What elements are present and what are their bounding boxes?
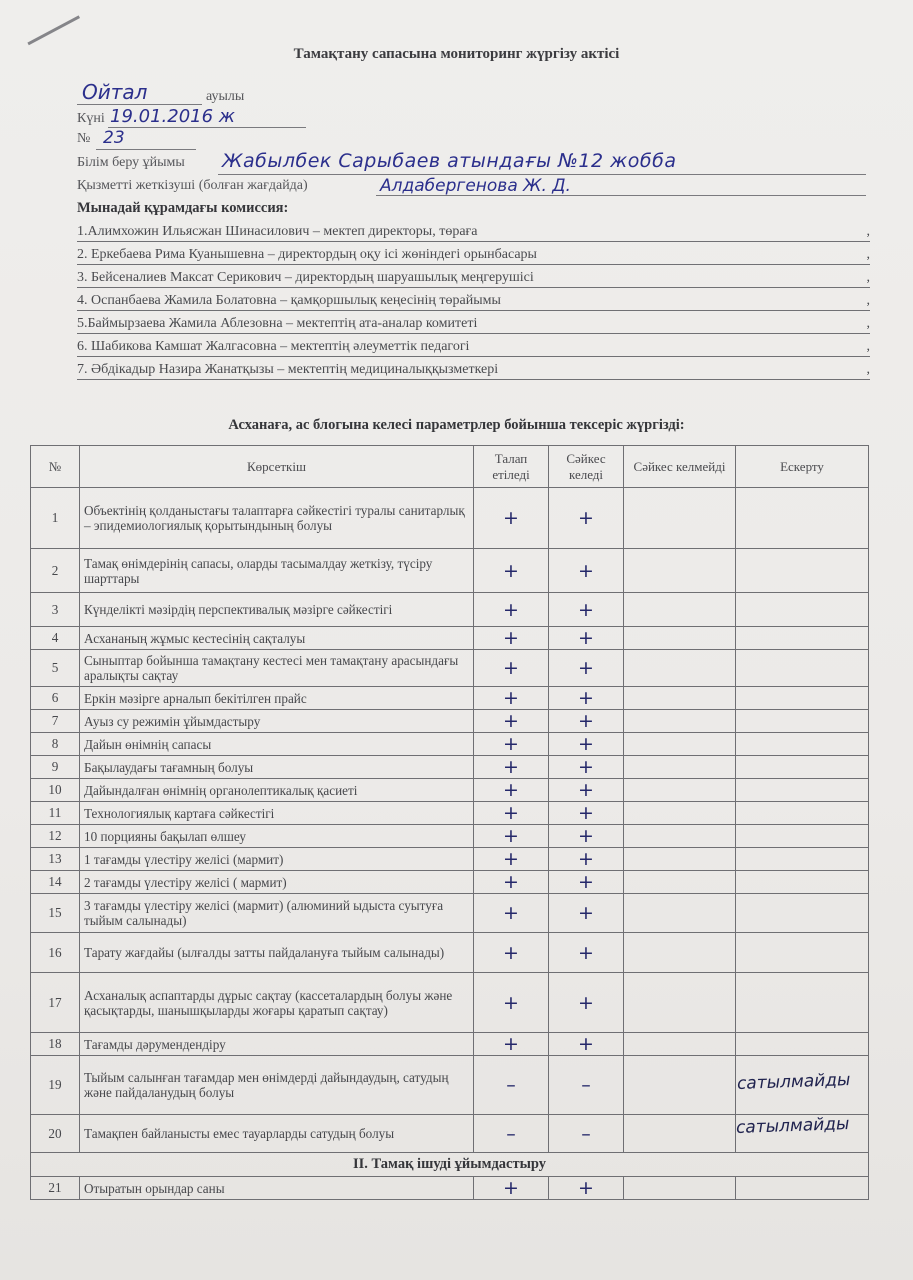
member-text: 4. Оспанбаева Жамила Болатовна – қамқоршылық кеңесінің төрайымы [77, 293, 501, 308]
required-mark: + [474, 1177, 549, 1200]
compliant-mark: + [549, 627, 624, 650]
row-indicator: Тыйым салынған тағамдар мен өнімдерді дайындаудың, сатудың және пайдаланудың болуы [80, 1056, 474, 1115]
required-mark: – [474, 1115, 549, 1153]
note-cell [736, 627, 869, 650]
compliant-mark: + [549, 733, 624, 756]
table-row [31, 733, 869, 756]
row-indicator: Ауыз су режимін ұйымдастыру [80, 710, 474, 733]
row-indicator: Тарату жағдайы (ылғалды затты пайдалануға тыйым салынады) [80, 933, 474, 973]
compliant-mark: + [549, 779, 624, 802]
note-cell [736, 488, 869, 549]
header-note: Ескерту [736, 446, 869, 488]
noncompliant-cell [624, 871, 736, 894]
commission-member [77, 245, 870, 265]
note-cell [736, 1033, 869, 1056]
commission-member [77, 360, 870, 380]
row-indicator: Сыныптар бойынша тамақтану кестесі мен тамақтану арасындағы аралықты сақтау [80, 650, 474, 687]
noncompliant-cell [624, 710, 736, 733]
noncompliant-cell [624, 973, 736, 1033]
row-number: 20 [31, 1115, 80, 1153]
member-comma: , [866, 293, 870, 308]
row-number: 7 [31, 710, 80, 733]
compliant-mark: + [549, 894, 624, 933]
row-indicator: Еркін мәзірге арналып бекітілген прайс [80, 687, 474, 710]
member-text: 1.Алимхожин Ильясжан Шинасилович – мектеп директоры, төраға [77, 224, 478, 239]
note-row-19: сатылмайды [736, 1070, 851, 1094]
note-cell [736, 848, 869, 871]
header-indicator: Көрсеткіш [80, 446, 474, 488]
noncompliant-cell [624, 848, 736, 871]
table-row [31, 973, 869, 1033]
compliant-mark: + [549, 802, 624, 825]
member-text: 7. Әбдікадыр Назира Жанатқызы – мектептің медициналыққызметкері [77, 362, 499, 377]
required-mark: + [474, 871, 549, 894]
required-mark: + [474, 802, 549, 825]
row-indicator: Объектінің қолданыстағы талаптарға сәйкестігі туралы санитарлық – эпидемиологиялық қорытындының болуы [80, 488, 474, 549]
noncompliant-cell [624, 488, 736, 549]
noncompliant-cell [624, 1056, 736, 1115]
row-number: 15 [31, 894, 80, 933]
required-mark: + [474, 650, 549, 687]
document-title: Тамақтану сапасына мониторинг жүргізу актісі [293, 46, 620, 62]
noncompliant-cell [624, 1033, 736, 1056]
row-number: 10 [31, 779, 80, 802]
required-mark: + [474, 779, 549, 802]
row-indicator: Тағамды дәрумендендіру [80, 1033, 474, 1056]
header-compliant: Сәйкес келеді [549, 446, 624, 488]
note-cell [736, 593, 869, 627]
required-mark: + [474, 933, 549, 973]
required-mark: + [474, 1033, 549, 1056]
row-number: 8 [31, 733, 80, 756]
table-row [31, 871, 869, 894]
table-header-row [31, 446, 869, 488]
row-indicator: 1 тағамды үлестіру желісі (мармит) [80, 848, 474, 871]
table-row [31, 549, 869, 593]
compliant-mark: + [549, 933, 624, 973]
row-indicator: 2 тағамды үлестіру желісі ( мармит) [80, 871, 474, 894]
noncompliant-cell [624, 733, 736, 756]
noncompliant-cell [624, 1115, 736, 1153]
commission-member [77, 291, 870, 311]
member-comma: , [866, 247, 870, 262]
noncompliant-cell [624, 933, 736, 973]
table-row [31, 710, 869, 733]
compliant-mark: – [549, 1115, 624, 1153]
note-cell [736, 825, 869, 848]
required-mark: + [474, 825, 549, 848]
row-indicator: Күнделікті мәзірдің перспективалық мәзірге сәйкестігі [80, 593, 474, 627]
table-row [31, 593, 869, 627]
note-cell [736, 779, 869, 802]
school-underline [218, 174, 866, 175]
note-cell [736, 973, 869, 1033]
row-number: 16 [31, 933, 80, 973]
noncompliant-cell [624, 549, 736, 593]
header-noncompliant: Сәйкес келмейді [624, 446, 736, 488]
noncompliant-cell [624, 894, 736, 933]
number-handwritten: 23 [103, 128, 125, 148]
compliant-mark: + [549, 1177, 624, 1200]
row-number: 5 [31, 650, 80, 687]
compliant-mark: + [549, 756, 624, 779]
row-indicator: Тамақ өнімдерінің сапасы, оларды тасымалдау жеткізу, түсіру шарттары [80, 549, 474, 593]
note-row-20: сатылмайды [735, 1114, 850, 1138]
row-indicator: Дайындалған өнімнің органолептикалық қасиеті [80, 779, 474, 802]
noncompliant-cell [624, 756, 736, 779]
member-text: 2. Еркебаева Рима Куанышевна – директордың оқу ісі жөніндегі орынбасары [77, 247, 537, 262]
note-cell [736, 687, 869, 710]
compliant-mark: + [549, 871, 624, 894]
row-number: 6 [31, 687, 80, 710]
provider-handwritten: Алдабергенова Ж. Д. [380, 176, 571, 196]
row-indicator: 10 порцияны бақылап өлшеу [80, 825, 474, 848]
compliant-mark: + [549, 848, 624, 871]
note-cell [736, 756, 869, 779]
member-text: 5.Баймырзаева Жамила Аблезовна – мектептің ата-аналар комитеті [77, 316, 478, 331]
row-indicator: Асхананың жұмыс кестесінің сақталуы [80, 627, 474, 650]
table-row [31, 779, 869, 802]
table-row [31, 1033, 869, 1056]
table-row [31, 488, 869, 549]
row-number: 13 [31, 848, 80, 871]
member-comma: , [866, 224, 870, 239]
compliant-mark: + [549, 488, 624, 549]
member-comma: , [866, 362, 870, 377]
header-number: № [31, 446, 80, 488]
row-indicator: Дайын өнімнің сапасы [80, 733, 474, 756]
table-row [31, 687, 869, 710]
note-cell [736, 933, 869, 973]
table-row [31, 848, 869, 871]
compliant-mark: – [549, 1056, 624, 1115]
row-indicator: 3 тағамды үлестіру желісі (мармит) (алюминий ыдыста суытуға тыйым салынады) [80, 894, 474, 933]
date-handwritten: 19.01.2016 ж [110, 106, 235, 127]
note-cell [736, 894, 869, 933]
required-mark: + [474, 627, 549, 650]
number-underline [96, 149, 196, 150]
note-cell [736, 1177, 869, 1200]
date-label: Күні [77, 111, 105, 126]
note-cell [736, 733, 869, 756]
row-indicator: Бақылаудағы тағамның болуы [80, 756, 474, 779]
note-cell [736, 802, 869, 825]
note-cell [736, 871, 869, 894]
noncompliant-cell [624, 825, 736, 848]
row-number: 21 [31, 1177, 80, 1200]
row-number: 3 [31, 593, 80, 627]
compliant-mark: + [549, 549, 624, 593]
table-row [31, 627, 869, 650]
required-mark: + [474, 733, 549, 756]
row-number: 9 [31, 756, 80, 779]
required-mark: – [474, 1056, 549, 1115]
member-comma: , [866, 270, 870, 285]
noncompliant-cell [624, 687, 736, 710]
row-indicator: Тамақпен байланысты емес тауарларды сатудың болуы [80, 1115, 474, 1153]
section-row [31, 1153, 869, 1177]
compliant-mark: + [549, 710, 624, 733]
row-number: 11 [31, 802, 80, 825]
required-mark: + [474, 488, 549, 549]
table-row [31, 933, 869, 973]
row-number: 12 [31, 825, 80, 848]
required-mark: + [474, 710, 549, 733]
row-number: 1 [31, 488, 80, 549]
row-indicator: Отыратын орындар саны [80, 1177, 474, 1200]
school-handwritten: Жабылбек Сарыбаев атындағы №12 жобба [222, 150, 677, 172]
noncompliant-cell [624, 627, 736, 650]
noncompliant-cell [624, 1177, 736, 1200]
commission-member [77, 222, 870, 242]
note-cell [736, 650, 869, 687]
row-number: 19 [31, 1056, 80, 1115]
compliant-mark: + [549, 1033, 624, 1056]
village-underline [77, 104, 202, 105]
noncompliant-cell [624, 593, 736, 627]
section-2-title: II. Тамақ ішуді ұйымдастыру [31, 1153, 869, 1177]
table-row [31, 756, 869, 779]
village-label: ауылы [206, 89, 245, 104]
row-number: 14 [31, 871, 80, 894]
commission-member [77, 337, 870, 357]
required-mark: + [474, 756, 549, 779]
commission-member [77, 268, 870, 288]
row-number: 4 [31, 627, 80, 650]
row-number: 17 [31, 973, 80, 1033]
member-comma: , [866, 316, 870, 331]
table-row [31, 894, 869, 933]
table-row [31, 825, 869, 848]
required-mark: + [474, 848, 549, 871]
table-row [31, 802, 869, 825]
compliant-mark: + [549, 650, 624, 687]
provider-label: Қызметті жеткізуші (болған жағдайда) [77, 178, 308, 193]
required-mark: + [474, 973, 549, 1033]
note-cell [736, 710, 869, 733]
compliant-mark: + [549, 973, 624, 1033]
commission-title: Мынадай құрамдағы комиссия: [77, 200, 289, 216]
compliant-mark: + [549, 687, 624, 710]
compliant-mark: + [549, 593, 624, 627]
required-mark: + [474, 687, 549, 710]
noncompliant-cell [624, 650, 736, 687]
compliant-mark: + [549, 825, 624, 848]
number-label: № [77, 131, 91, 146]
row-indicator: Технологиялық картаға сәйкестігі [80, 802, 474, 825]
row-number: 18 [31, 1033, 80, 1056]
date-underline [108, 127, 306, 128]
provider-underline [376, 195, 866, 196]
table-row [31, 650, 869, 687]
note-cell [736, 549, 869, 593]
member-text: 3. Бейсеналиев Максат Серикович – директордың шаруашылық меңгерушісі [77, 270, 534, 285]
header-required: Талап етіледі [474, 446, 549, 488]
member-text: 6. Шабикова Камшат Жалгасовна – мектептің әлеуметтік педагогі [77, 339, 470, 354]
table-row [31, 1177, 869, 1200]
row-number: 2 [31, 549, 80, 593]
commission-member [77, 314, 870, 334]
village-handwritten: Ойтал [82, 80, 148, 104]
school-label: Білім беру ұйымы [77, 155, 185, 170]
required-mark: + [474, 549, 549, 593]
member-comma: , [866, 339, 870, 354]
required-mark: + [474, 894, 549, 933]
noncompliant-cell [624, 779, 736, 802]
row-indicator: Асханалық аспаптарды дұрыс сақтау (кассеталардың болуы және қасықтарды, шанышқыларды жоғары қаратып сақтау) [80, 973, 474, 1033]
required-mark: + [474, 593, 549, 627]
section-title: Асханаға, ас блогына келесі параметрлер бойынша тексеріс жүргізді: [228, 417, 685, 433]
noncompliant-cell [624, 802, 736, 825]
